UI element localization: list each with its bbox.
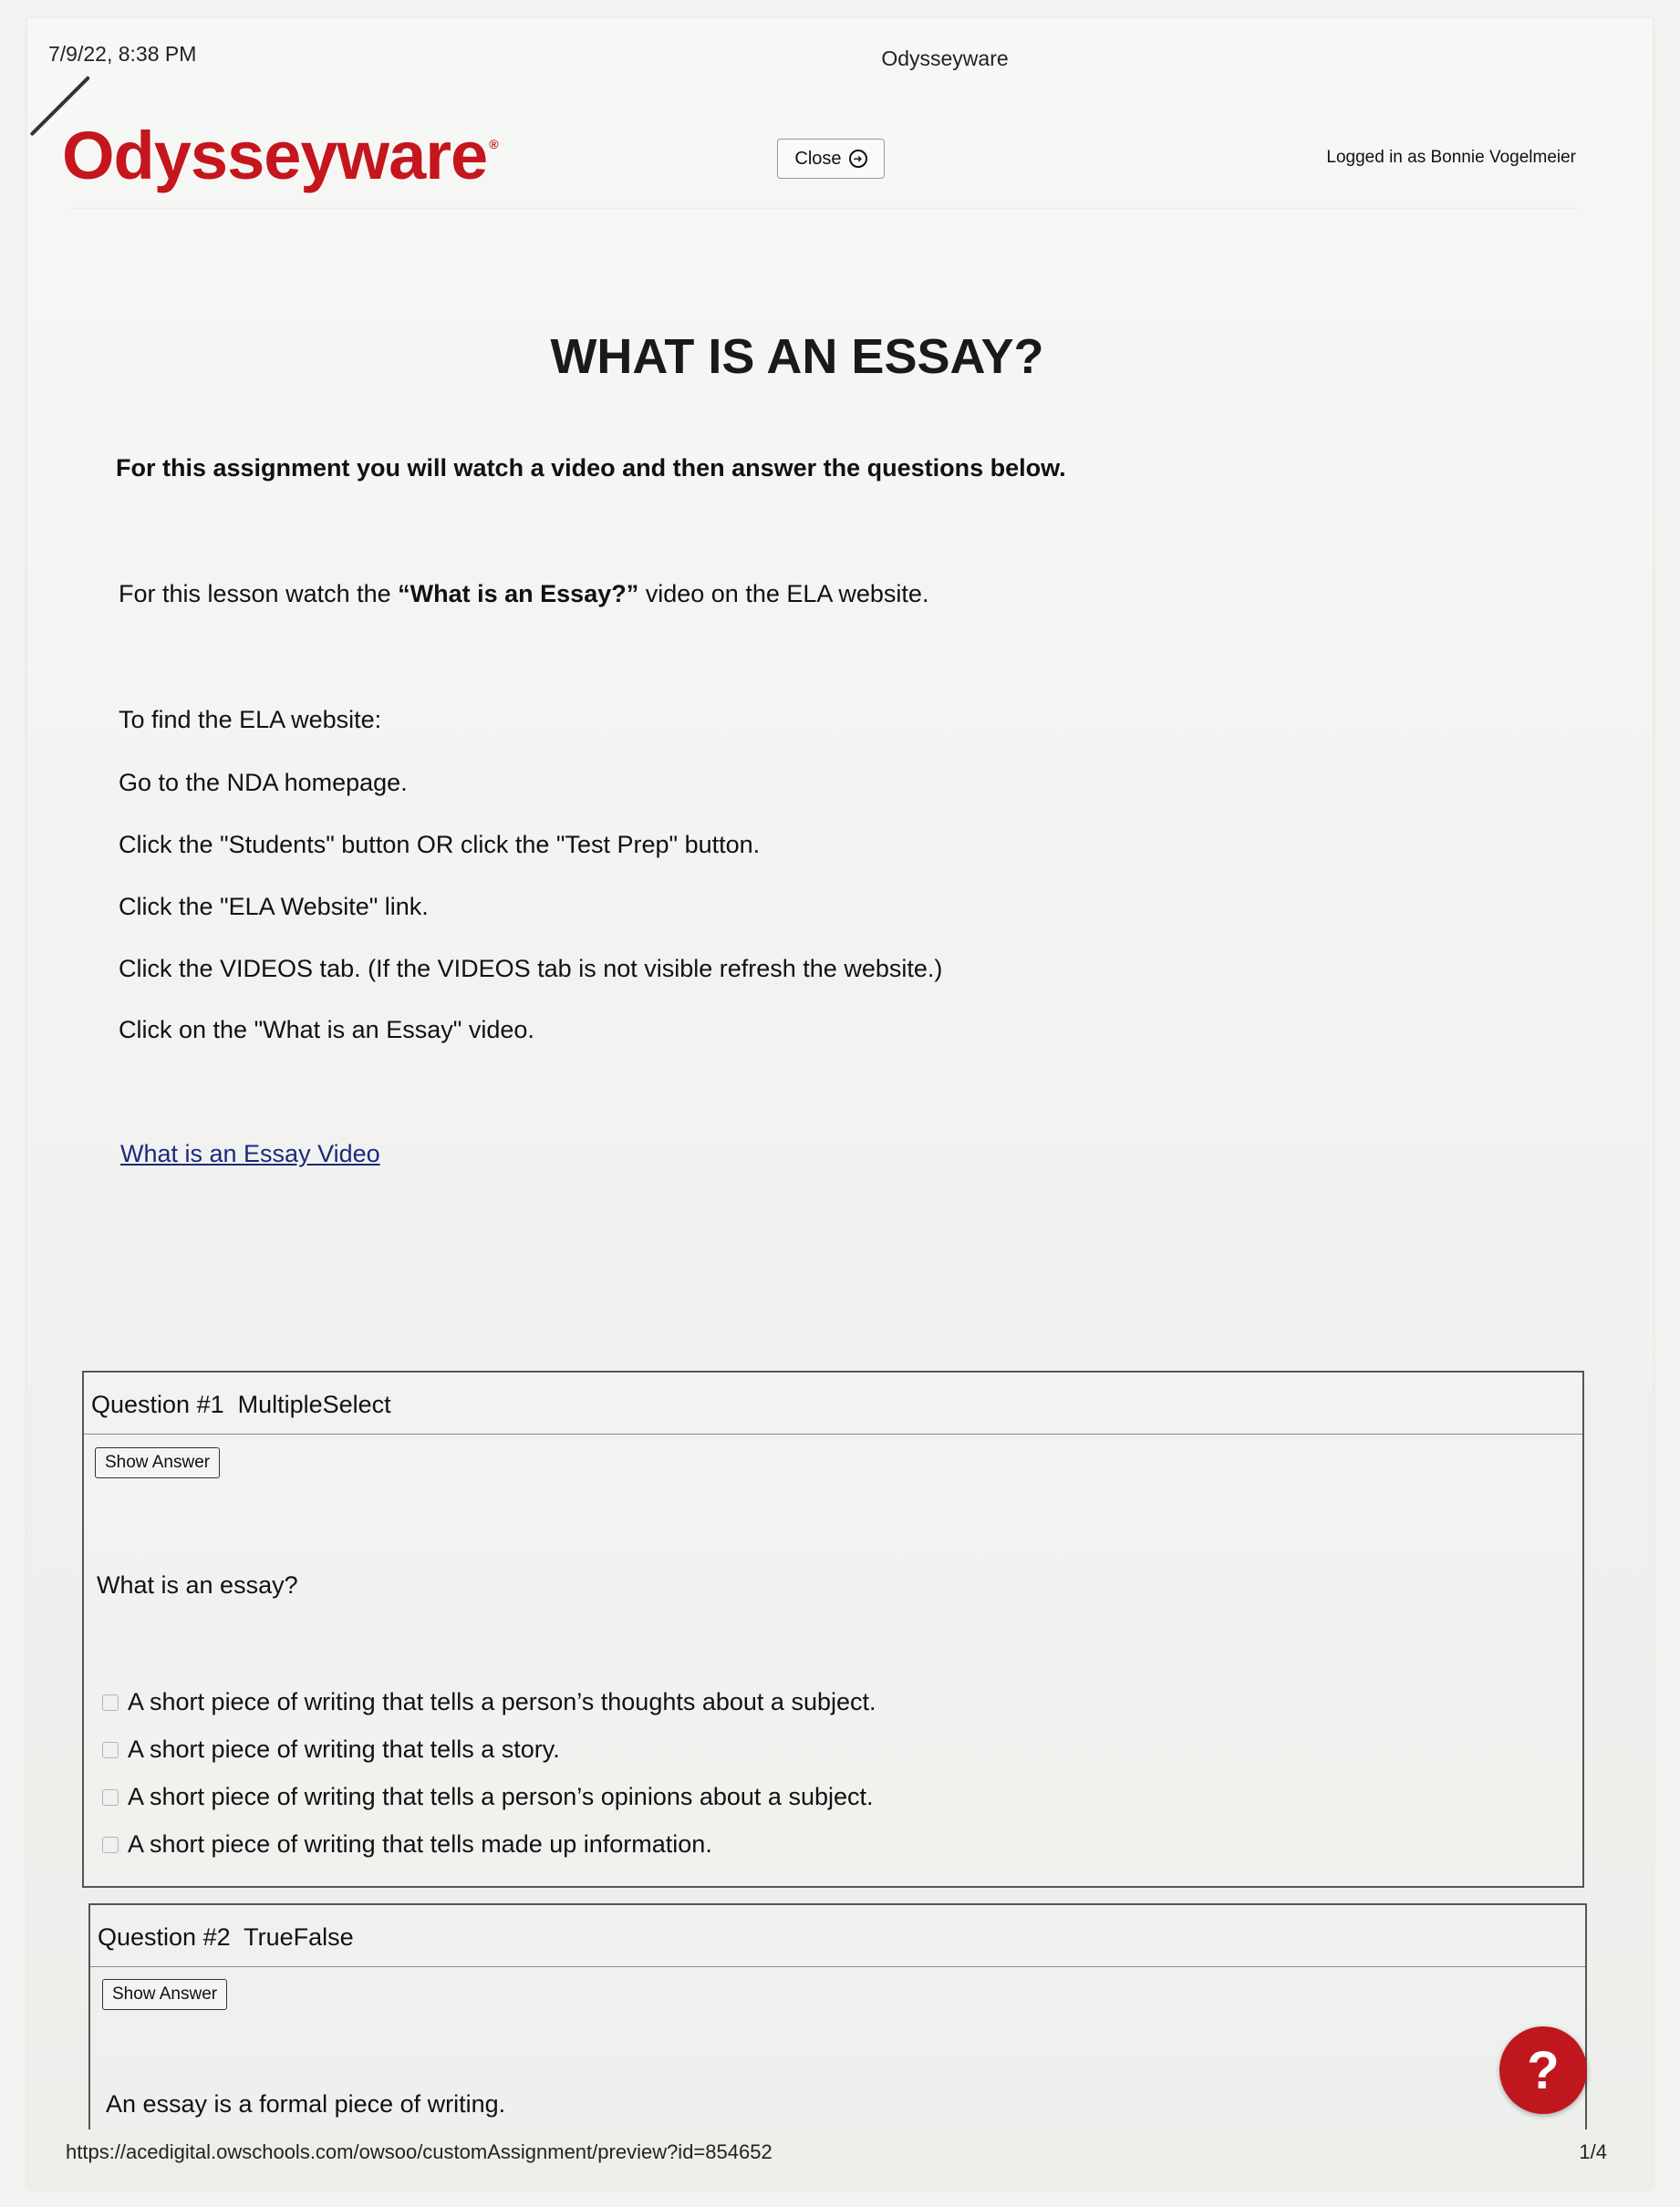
question-2-prompt: An essay is a formal piece of writing. [106,2090,506,2118]
instruction-step: Click the "Students" button OR click the "Test Prep" button. [119,831,761,858]
lesson-prefix: For this lesson watch the [119,580,399,607]
logged-in-user: Logged in as Bonnie Vogelmeier [1326,148,1576,167]
choice-checkbox[interactable] [102,1789,119,1806]
choice-checkbox[interactable] [102,1837,119,1853]
instruction-step: Click the VIDEOS tab. (If the VIDEOS tab is not visible refresh the website.) [119,955,943,982]
instruction-step: Click the "ELA Website" link. [119,893,429,920]
arrow-right-circle-icon: ➜ [849,150,867,168]
choice-checkbox[interactable] [102,1742,119,1758]
print-url: https://acedigital.owschools.com/owsoo/customAssignment/preview?id=854652 [66,2140,773,2163]
choice-item[interactable] [102,1736,560,1764]
choice-item[interactable] [102,1830,712,1859]
logo-text: Odysseyware [62,118,488,193]
choice-item[interactable] [102,1783,874,1811]
question-1-header [84,1373,1582,1435]
instruction-step: To find the ELA website: [119,706,382,733]
choice-checkbox[interactable] [102,1694,119,1711]
choice-item[interactable] [102,1688,876,1716]
header-divider [71,208,1580,209]
question-2-header [90,1905,1585,1967]
show-answer-button[interactable]: Show Answer [102,1979,227,2010]
choice-label: A short piece of writing that tells a person’s thoughts about a subject. [128,1688,876,1715]
question-2-title: Question #2 TrueFalse [98,1923,354,1951]
print-page-number: 1/4 [1579,2140,1607,2163]
close-button[interactable] [777,139,885,179]
question-2-card [88,1903,1587,2129]
choice-label: A short piece of writing that tells made up information. [128,1830,712,1858]
choice-label: A short piece of writing that tells a person’s opinions about a subject. [128,1783,874,1810]
print-datetime: 7/9/22, 8:38 PM [48,42,197,66]
lesson-instruction [119,580,928,608]
instruction-step: Go to the NDA homepage. [119,769,408,796]
close-button-label: Close [794,148,842,169]
assignment-intro: For this assignment you will watch a video and then answer the questions below. [116,454,1066,482]
show-answer-button[interactable]: Show Answer [95,1447,220,1478]
question-1-prompt: What is an essay? [97,1571,298,1599]
help-button[interactable]: ? [1499,2026,1587,2114]
odysseyware-logo [62,117,498,194]
question-1-card [82,1371,1584,1888]
print-page-title: Odysseyware [881,47,1009,70]
lesson-suffix: video on the ELA website. [638,580,929,607]
page-title: WHAT IS AN ESSAY? [550,329,1044,384]
video-link[interactable]: What is an Essay Video [120,1140,380,1167]
instruction-step: Click on the "What is an Essay" video. [119,1016,534,1043]
lesson-video-title: “What is an Essay?” [398,580,639,607]
choice-label: A short piece of writing that tells a story. [128,1736,560,1763]
registered-mark: ® [489,137,498,151]
question-1-title: Question #1 MultipleSelect [91,1391,391,1418]
